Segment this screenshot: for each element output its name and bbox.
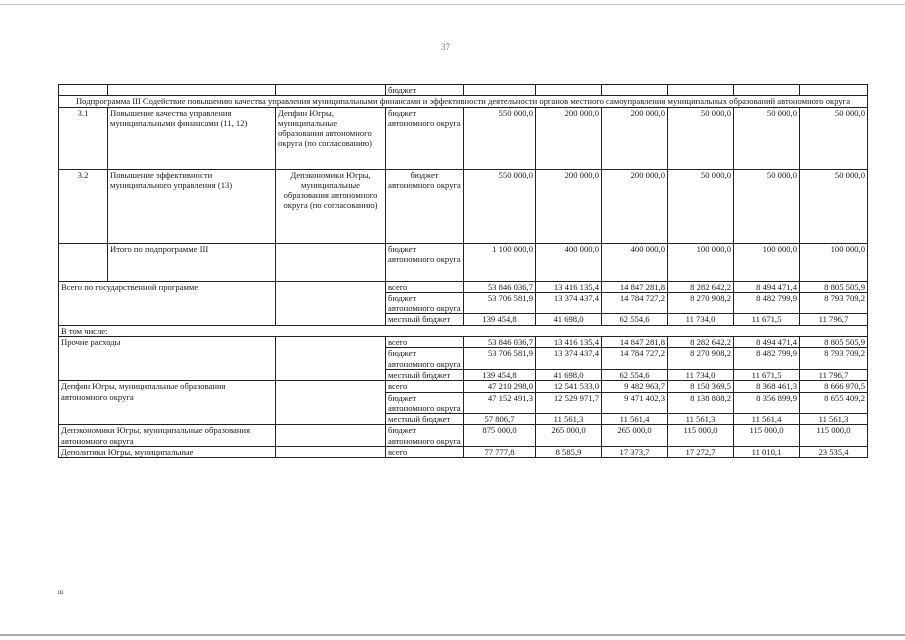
value-cell: 11 734,0	[668, 314, 734, 325]
value-cell: 8 282 642,2	[668, 337, 734, 348]
funding-source: бюджет автономного округа	[386, 169, 464, 243]
value-cell: 11 561,4	[602, 414, 668, 425]
funding-source: местный бюджет	[386, 369, 464, 380]
footnote-mark: ш	[58, 588, 64, 596]
subprogram-header-row	[59, 96, 868, 107]
subprogram-title: Подпрограмма III Содействие повышению качества управления муниципальными финансами и эффективности деятельности органов местного самоуправления муниципальных образований автономного округа	[59, 96, 868, 107]
table-row	[59, 85, 868, 96]
funding-source: бюджет автономного округа	[386, 243, 464, 281]
including-label: В том числе:	[59, 325, 868, 336]
table-row	[59, 447, 868, 458]
value-cell: 265 000,0	[536, 425, 602, 447]
subtotal-label: Итого по подпрограмме III	[108, 243, 276, 281]
value-cell: 62 554,6	[602, 314, 668, 325]
value-cell: 8 494 471,4	[734, 281, 800, 292]
table-row	[59, 107, 868, 169]
value-cell: 8 368 461,3	[734, 381, 800, 392]
value-cell: 8 805 505,9	[800, 281, 868, 292]
value-cell: 11 671,5	[734, 314, 800, 325]
scan-edge-top	[0, 4, 905, 5]
value-cell: 8 356 899,9	[734, 392, 800, 414]
value-cell: 11 561,3	[536, 414, 602, 425]
page-number: 37	[441, 42, 450, 52]
funding-source: бюджет автономного округа	[386, 425, 464, 447]
value-cell: 200 000,0	[536, 107, 602, 169]
value-cell: 8 270 908,2	[668, 348, 734, 370]
value-cell: 14 784 727,2	[602, 348, 668, 370]
value-cell: 8 482 799,9	[734, 292, 800, 314]
funding-source: всего	[386, 447, 464, 458]
funding-source: всего	[386, 337, 464, 348]
row-number: 3.1	[59, 107, 108, 169]
value-cell: 100 000,0	[734, 243, 800, 281]
value-cell: 14 847 281,8	[602, 337, 668, 348]
funding-source: бюджет автономного округа	[386, 107, 464, 169]
subtotal-row	[59, 243, 868, 281]
value-cell: 139 454,8	[464, 369, 536, 380]
value-cell: 11 796,7	[800, 369, 868, 380]
value-cell: 8 793 709,2	[800, 348, 868, 370]
source-cell: бюджет	[386, 85, 464, 96]
value-cell: 9 471 402,3	[602, 392, 668, 414]
value-cell: 100 000,0	[800, 243, 868, 281]
value-cell: 12 541 533,0	[536, 381, 602, 392]
value-cell: 8 150 369,5	[668, 381, 734, 392]
measure-name: Повышение качества управления муниципальными финансами (11, 12)	[108, 107, 276, 169]
value-cell: 8 585,9	[536, 447, 602, 458]
table-row	[59, 169, 868, 243]
funding-source: местный бюджет	[386, 314, 464, 325]
group-label: Деполитики Югры, муниципальные	[59, 447, 276, 458]
value-cell: 8 282 642,2	[668, 281, 734, 292]
value-cell: 11 561,3	[800, 414, 868, 425]
funding-source: местный бюджет	[386, 414, 464, 425]
value-cell: 200 000,0	[536, 169, 602, 243]
value-cell: 8 270 908,2	[668, 292, 734, 314]
value-cell: 400 000,0	[536, 243, 602, 281]
value-cell: 115 000,0	[668, 425, 734, 447]
value-cell: 550 000,0	[464, 107, 536, 169]
value-cell: 50 000,0	[734, 169, 800, 243]
value-cell: 47 210 298,0	[464, 381, 536, 392]
value-cell: 13 374 437,4	[536, 292, 602, 314]
total-label: Всего по государственной программе	[59, 281, 276, 325]
value-cell: 265 000,0	[602, 425, 668, 447]
value-cell: 53 706 581,9	[464, 292, 536, 314]
value-cell: 1 100 000,0	[464, 243, 536, 281]
funding-source: бюджет автономного округа	[386, 292, 464, 314]
value-cell: 50 000,0	[800, 107, 868, 169]
table-row	[59, 281, 868, 292]
measure-name: Повышение эффективности муниципального управления (13)	[108, 169, 276, 243]
value-cell: 400 000,0	[602, 243, 668, 281]
value-cell: 13 374 437,4	[536, 348, 602, 370]
value-cell: 139 454,8	[464, 314, 536, 325]
value-cell: 62 554,6	[602, 369, 668, 380]
value-cell: 53 846 036,7	[464, 281, 536, 292]
value-cell: 11 796,7	[800, 314, 868, 325]
value-cell: 875 000,0	[464, 425, 536, 447]
value-cell: 50 000,0	[734, 107, 800, 169]
value-cell: 57 806,7	[464, 414, 536, 425]
value-cell: 8 793 709,2	[800, 292, 868, 314]
group-label: Депэкономики Югры, муниципальные образования автономного округа	[59, 425, 276, 447]
value-cell: 9 482 963,7	[602, 381, 668, 392]
funding-source: бюджет автономного округа	[386, 348, 464, 370]
value-cell: 17 373,7	[602, 447, 668, 458]
value-cell: 8 494 471,4	[734, 337, 800, 348]
value-cell: 53 846 036,7	[464, 337, 536, 348]
value-cell: 11 561,4	[734, 414, 800, 425]
funding-source: всего	[386, 281, 464, 292]
value-cell: 8 666 970,5	[800, 381, 868, 392]
value-cell: 11 671,5	[734, 369, 800, 380]
value-cell: 550 000,0	[464, 169, 536, 243]
executor: Депфин Югры, муниципальные образования автономного округа (по согласованию)	[276, 107, 386, 169]
value-cell: 41 698,0	[536, 314, 602, 325]
value-cell: 13 416 135,4	[536, 337, 602, 348]
value-cell: 50 000,0	[668, 169, 734, 243]
funding-source: всего	[386, 381, 464, 392]
executor: Депэкономики Югры, муниципальные образования автономного округа (по согласованию)	[276, 169, 386, 243]
value-cell: 17 272,7	[668, 447, 734, 458]
value-cell: 8 138 808,2	[668, 392, 734, 414]
value-cell: 47 152 491,3	[464, 392, 536, 414]
value-cell: 13 416 135,4	[536, 281, 602, 292]
value-cell: 14 847 281,8	[602, 281, 668, 292]
value-cell: 8 655 409,2	[800, 392, 868, 414]
scan-edge-bottom	[0, 634, 905, 636]
value-cell: 100 000,0	[668, 243, 734, 281]
value-cell: 11 561,3	[668, 414, 734, 425]
row-number: 3.2	[59, 169, 108, 243]
group-label: Прочие расходы	[59, 337, 276, 381]
budget-table	[58, 84, 868, 458]
value-cell: 53 706 581,9	[464, 348, 536, 370]
table-row	[59, 381, 868, 392]
value-cell: 115 000,0	[734, 425, 800, 447]
table-row	[59, 325, 868, 336]
table-row	[59, 425, 868, 447]
value-cell: 11 734,0	[668, 369, 734, 380]
value-cell: 14 784 727,2	[602, 292, 668, 314]
funding-source: бюджет автономного округа	[386, 392, 464, 414]
value-cell: 77 777,8	[464, 447, 536, 458]
value-cell: 115 000,0	[800, 425, 868, 447]
value-cell: 12 529 971,7	[536, 392, 602, 414]
value-cell: 11 010,1	[734, 447, 800, 458]
group-label: Депфин Югры, муниципальные образования автономного округа	[59, 381, 276, 425]
table-row	[59, 337, 868, 348]
value-cell: 23 535,4	[800, 447, 868, 458]
value-cell: 8 805 505,9	[800, 337, 868, 348]
value-cell: 50 000,0	[800, 169, 868, 243]
value-cell: 41 698,0	[536, 369, 602, 380]
value-cell: 200 000,0	[602, 169, 668, 243]
value-cell: 8 482 799,9	[734, 348, 800, 370]
value-cell: 200 000,0	[602, 107, 668, 169]
value-cell: 50 000,0	[668, 107, 734, 169]
